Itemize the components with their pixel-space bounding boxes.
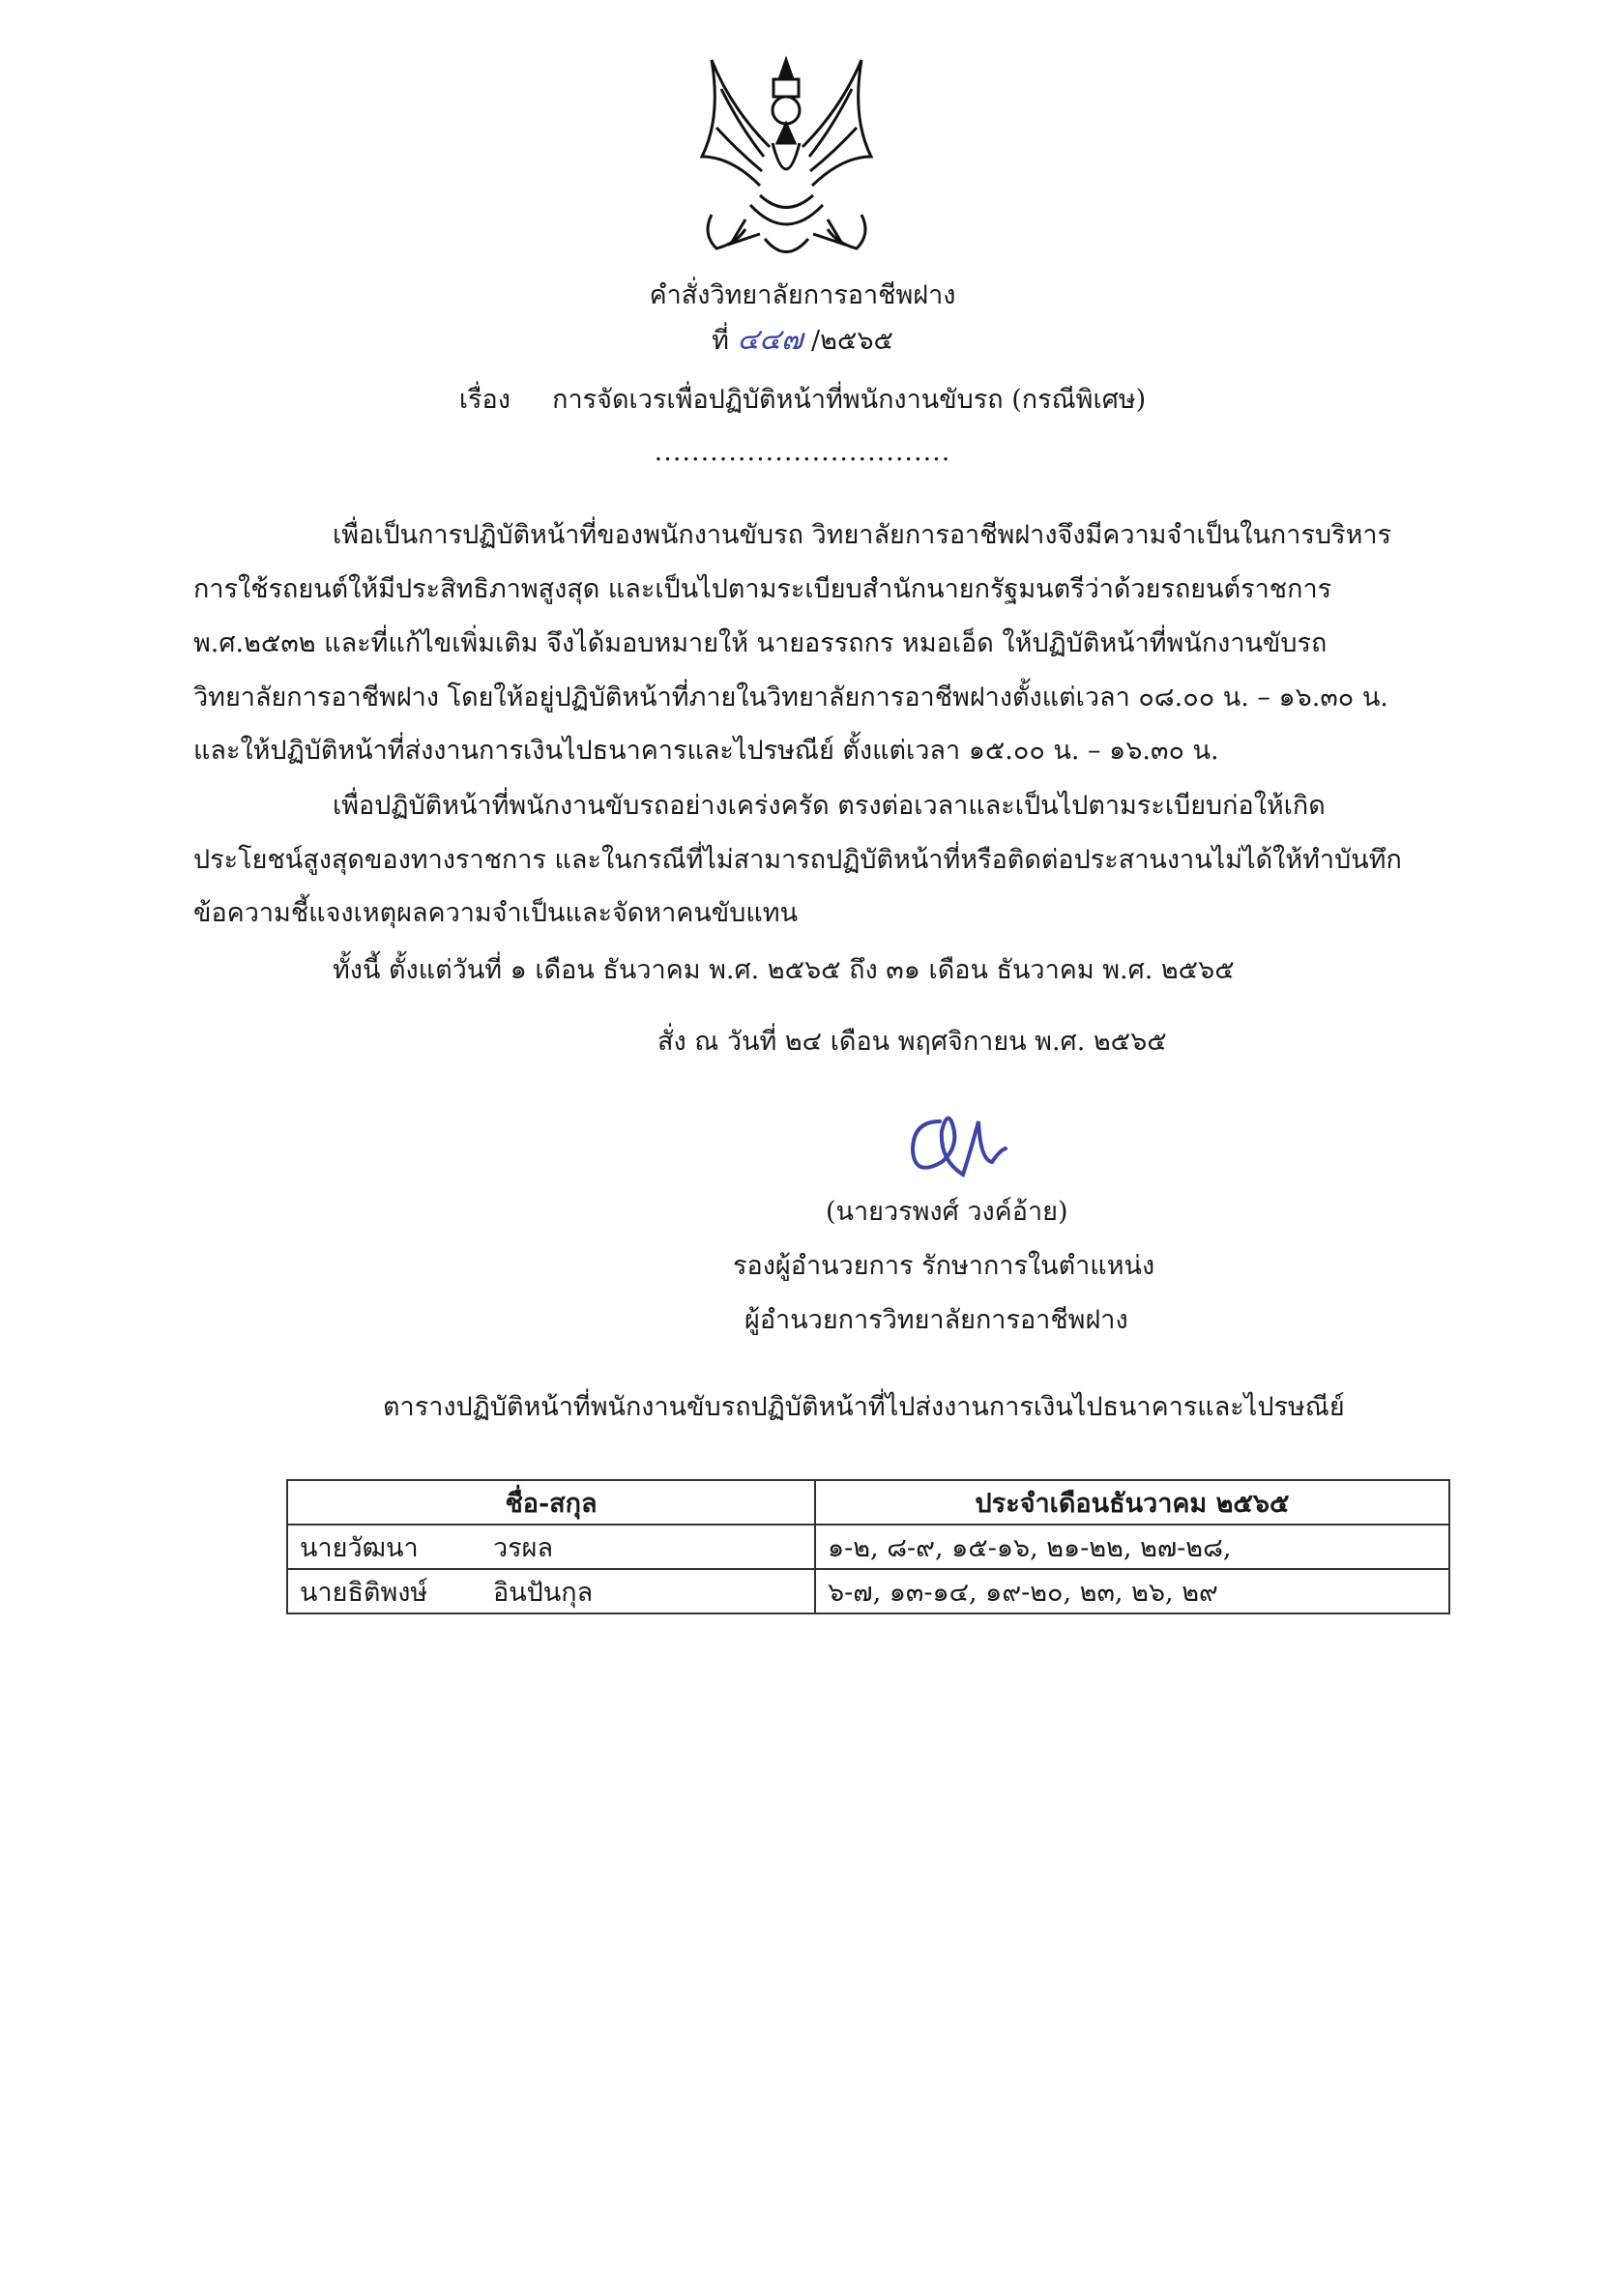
cell-dates: ๑-๒, ๘-๙, ๑๕-๑๖, ๒๑-๒๒, ๒๗-๒๘, (815, 1525, 1449, 1569)
order-heading: คำสั่งวิทยาลัยการอาชีพฝาง (649, 280, 956, 310)
subject-label: เรื่อง (458, 385, 511, 415)
paragraph-2-line-3: ข้อความชี้แจงเหตุผลความจำเป็นและจัดหาคนขับแทน (193, 898, 799, 928)
cell-last-name: อินปันกุล (493, 1577, 594, 1608)
schedule-caption: ตารางปฏิบัติหน้าที่พนักงานขับรถปฏิบัติหน้าที่ไปส่งงานการเงินไปธนาคารและไปรษณีย์ (383, 1392, 1345, 1422)
duty-schedule-table (286, 1479, 1450, 1614)
order-number-handwritten: ๔๔๗ (737, 323, 803, 357)
paragraph-1-line-3: พ.ศ.๒๕๓๒ และที่แก้ไขเพิ่มเติม จึงได้มอบหมายให้ นายอรรถกร หมอเอ็ด ให้ปฏิบัติหน้าที่พนักงานขับรถ (193, 628, 1328, 658)
order-number-year: /๒๕๖๕ (811, 326, 893, 356)
cell-name (287, 1525, 815, 1569)
dotted-divider: ................................ (654, 437, 951, 467)
paragraph-1-line-4: วิทยาลัยการอาชีพฝาง โดยให้อยู่ปฏิบัติหน้าที่ภายในวิทยาลัยการอาชีพฝางตั้งแต่เวลา ๐๘.๐๐ น. – ๑๖.๓๐ น. (193, 683, 1388, 712)
column-header-name: ชื่อ-สกุล (287, 1480, 815, 1525)
paragraph-2-line-1: เพื่อปฏิบัติหน้าที่พนักงานขับรถอย่างเคร่งครัด ตรงต่อเวลาและเป็นไปตามระเบียบก่อให้เกิด (333, 791, 1326, 821)
cell-last-name: วรผล (493, 1532, 554, 1563)
paragraph-1-line-1: เพื่อเป็นการปฏิบัติหน้าที่ของพนักงานขับรถ วิทยาลัยการอาชีพฝางจึงมีความจำเป็นในการบริหาร (333, 520, 1392, 550)
order-number-prefix: ที่ (712, 326, 729, 356)
order-subject (0, 381, 1605, 420)
paragraph-2-line-2: ประโยชน์สูงสุดของทางราชการ และในกรณีที่ไม่สามารถปฏิบัติหน้าที่หรือติดต่อประสานงานไม่ได้ให้ทำบันทึก (193, 845, 1402, 875)
cell-first-name: นายธิติพงษ์ (300, 1577, 428, 1608)
paragraph-1-line-5: และให้ปฏิบัติหน้าที่ส่งงานการเงินไปธนาคารและไปรษณีย์ ตั้งแต่เวลา ๑๕.๐๐ น. – ๑๖.๓๐ น. (193, 736, 1219, 766)
table-header-row (287, 1480, 1449, 1525)
subject-text: การจัดเวรเพื่อปฏิบัติหน้าที่พนักงานขับรถ (กรณีพิเศษ) (552, 385, 1147, 415)
paragraph-1-line-2: การใช้รถยนต์ให้มีประสิทธิภาพสูงสุด และเป็นไปตามระเบียบสำนักนายกรัฐมนตรีว่าด้วยรถยนต์ราชการ (193, 574, 1332, 604)
signatory-name: (นายวรพงศ์ วงค์อ้าย) (826, 1197, 1068, 1227)
cell-name (287, 1569, 815, 1613)
order-number (0, 321, 1605, 361)
effective-period: ทั้งนี้ ตั้งแต่วันที่ ๑ เดือน ธันวาคม พ.ศ. ๒๕๖๕ ถึง ๓๑ เดือน ธันวาคม พ.ศ. ๒๕๖๕ (333, 955, 1235, 985)
order-date: สั่ง ณ วันที่ ๒๔ เดือน พฤศจิกายน พ.ศ. ๒๕๖๕ (657, 1027, 1167, 1057)
signatory-position-1: รองผู้อำนวยการ รักษาการในตำแหน่ง (733, 1251, 1155, 1281)
signatory-position-2: ผู้อำนวยการวิทยาลัยการอาชีพฝาง (744, 1305, 1128, 1335)
handwritten-signature (903, 1102, 1014, 1184)
garuda-emblem-icon (692, 50, 881, 268)
cell-first-name: นายวัฒนา (300, 1532, 419, 1563)
table-row (287, 1569, 1449, 1613)
column-header-month: ประจำเดือนธันวาคม ๒๕๖๕ (815, 1480, 1449, 1525)
cell-dates: ๖-๗, ๑๓-๑๔, ๑๙-๒๐, ๒๓, ๒๖, ๒๙ (815, 1569, 1449, 1613)
table-row (287, 1525, 1449, 1569)
